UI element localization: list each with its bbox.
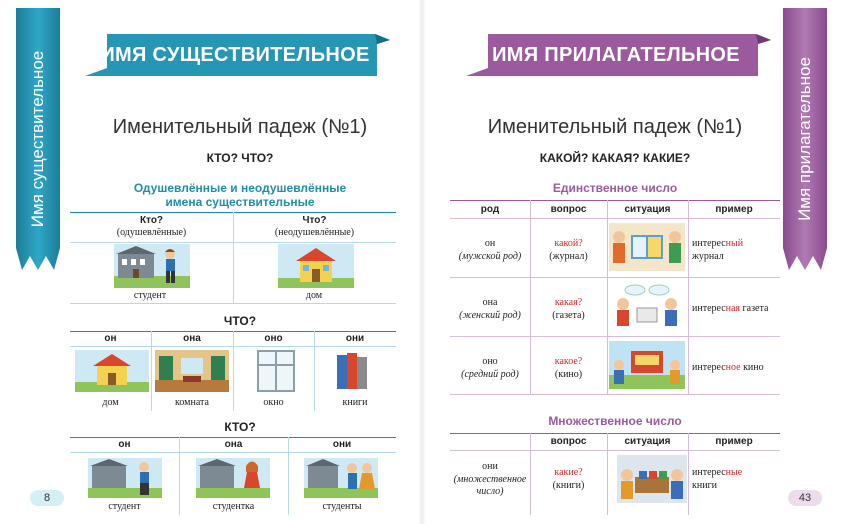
row3-pronoun: оно [482,356,498,367]
plural-header-primer: пример [715,436,753,447]
cinema-situation-illustration [609,341,685,389]
row2-pronoun: она [482,297,498,308]
plural-gender-2: число) [476,486,504,497]
plural-example [692,467,780,478]
right-banner-text: ИМЯ ПРИЛАГАТЕЛЬНОЕ [492,43,740,66]
plural-gender-1: (множественное [453,474,527,485]
books-situation-illustration [617,455,687,503]
what-header-ona: она [183,333,201,344]
row2-example [692,303,780,314]
who-caption-studentka: студентка [212,501,255,512]
row1-noun: (журнал) [549,251,588,262]
singular-header-vopros: вопрос [550,204,587,215]
newspaper-situation-illustration [609,282,685,330]
plural-pronoun: они [482,461,498,472]
plural-example-noun: книги [692,480,718,491]
what-header-oni: они [345,333,365,344]
row2-example-noun: газета [742,303,769,314]
singular-header-situaciya: ситуация [624,204,671,215]
plural-header-vopros: вопрос [550,436,587,447]
row3-question: какое? [554,356,583,367]
student-female-illustration [196,458,270,498]
inanimate-col-note: (неодушевлённые) [274,227,355,238]
row2-question: какая? [554,297,583,308]
right-page-number: 43 [788,490,822,506]
who-header-oni: они [332,439,352,450]
left-side-tab-label: Имя существительное [28,50,47,228]
plural-example-stem: интерес [692,467,726,478]
what-heading: ЧТО? [223,314,257,328]
plural-example-ending: ные [725,467,743,478]
student-male-illustration [88,458,162,498]
row1-question: какой? [554,238,583,249]
animate-col-note: (одушевлённые) [116,227,187,238]
row2-gender: (женский род) [459,310,521,321]
row3-example-noun: кино [743,362,764,373]
right-page-title: Именительный падеж (№1) [487,116,743,138]
right-banner [466,32,771,78]
singular-header-rod: род [480,204,500,215]
books-illustration [333,351,373,391]
row2-example-ending: ная [725,303,741,314]
plural-header-situaciya: ситуация [624,436,671,447]
row1-pronoun: он [484,238,496,249]
row3-example-stem: интерес [692,362,726,373]
inanimate-caption: дом [305,290,323,301]
left-question: КТО? ЧТО? [206,151,274,165]
spine [418,0,426,524]
what-caption-komnata: комната [175,397,209,408]
plural-table [450,433,780,515]
left-banner-text: ИМЯ СУЩЕСТВИТЕЛЬНОЕ [100,43,370,66]
row3-example [692,362,780,373]
left-banner [85,32,390,78]
plural-question: какие? [554,467,583,478]
row1-example [692,238,780,249]
who-header-on: он [118,439,131,450]
who-caption-student: студент [108,501,141,512]
magazine-situation-illustration [609,223,685,271]
right-question: КАКОЙ? КАКАЯ? КАКИЕ? [539,151,691,165]
what-header-on: он [104,333,117,344]
house-illustration [278,244,354,288]
who-header-ona: она [224,439,243,450]
what-caption-knigi: книги [342,397,368,408]
student-illustration [114,244,190,288]
left-page-title: Именительный падеж (№1) [112,116,368,138]
what-caption-okno: окно [263,397,284,408]
row2-example-stem: интерес [692,303,726,314]
singular-header-primer: пример [715,204,753,215]
row2-noun: (газета) [552,310,585,321]
row3-example-ending: ное [725,362,741,373]
window-illustration [257,350,295,392]
plural-heading: Множественное число [548,414,682,428]
left-page-number: 8 [30,490,64,506]
row3-noun: (кино) [554,369,583,380]
row1-gender: (мужской род) [458,251,522,262]
left-subtitle-1: Одушевлённые и неодушевлённые [133,181,347,195]
animate-col-question: Кто? [139,215,164,226]
who-caption-studenty: студенты [322,501,362,512]
who-heading: КТО? [224,420,256,434]
students-illustration [304,458,378,498]
right-side-tab-label: Имя прилагательное [795,57,814,221]
row3-gender: (средний род) [461,369,519,380]
room-illustration [155,350,229,392]
house-small-illustration [75,350,149,392]
row1-example-ending: ный [725,238,744,249]
animate-caption: студент [133,290,167,301]
plural-noun: (книги) [552,480,585,491]
row1-example-stem: интерес [692,238,726,249]
right-side-tab [783,8,827,270]
singular-heading: Единственное число [552,181,678,195]
left-subtitle-2: имена существительные [165,195,315,209]
left-side-tab [16,8,60,270]
what-caption-dom: дом [102,397,119,408]
what-header-ono: оно [264,333,283,344]
row1-example-noun: журнал [692,251,724,262]
inanimate-col-question: Что? [302,215,327,226]
